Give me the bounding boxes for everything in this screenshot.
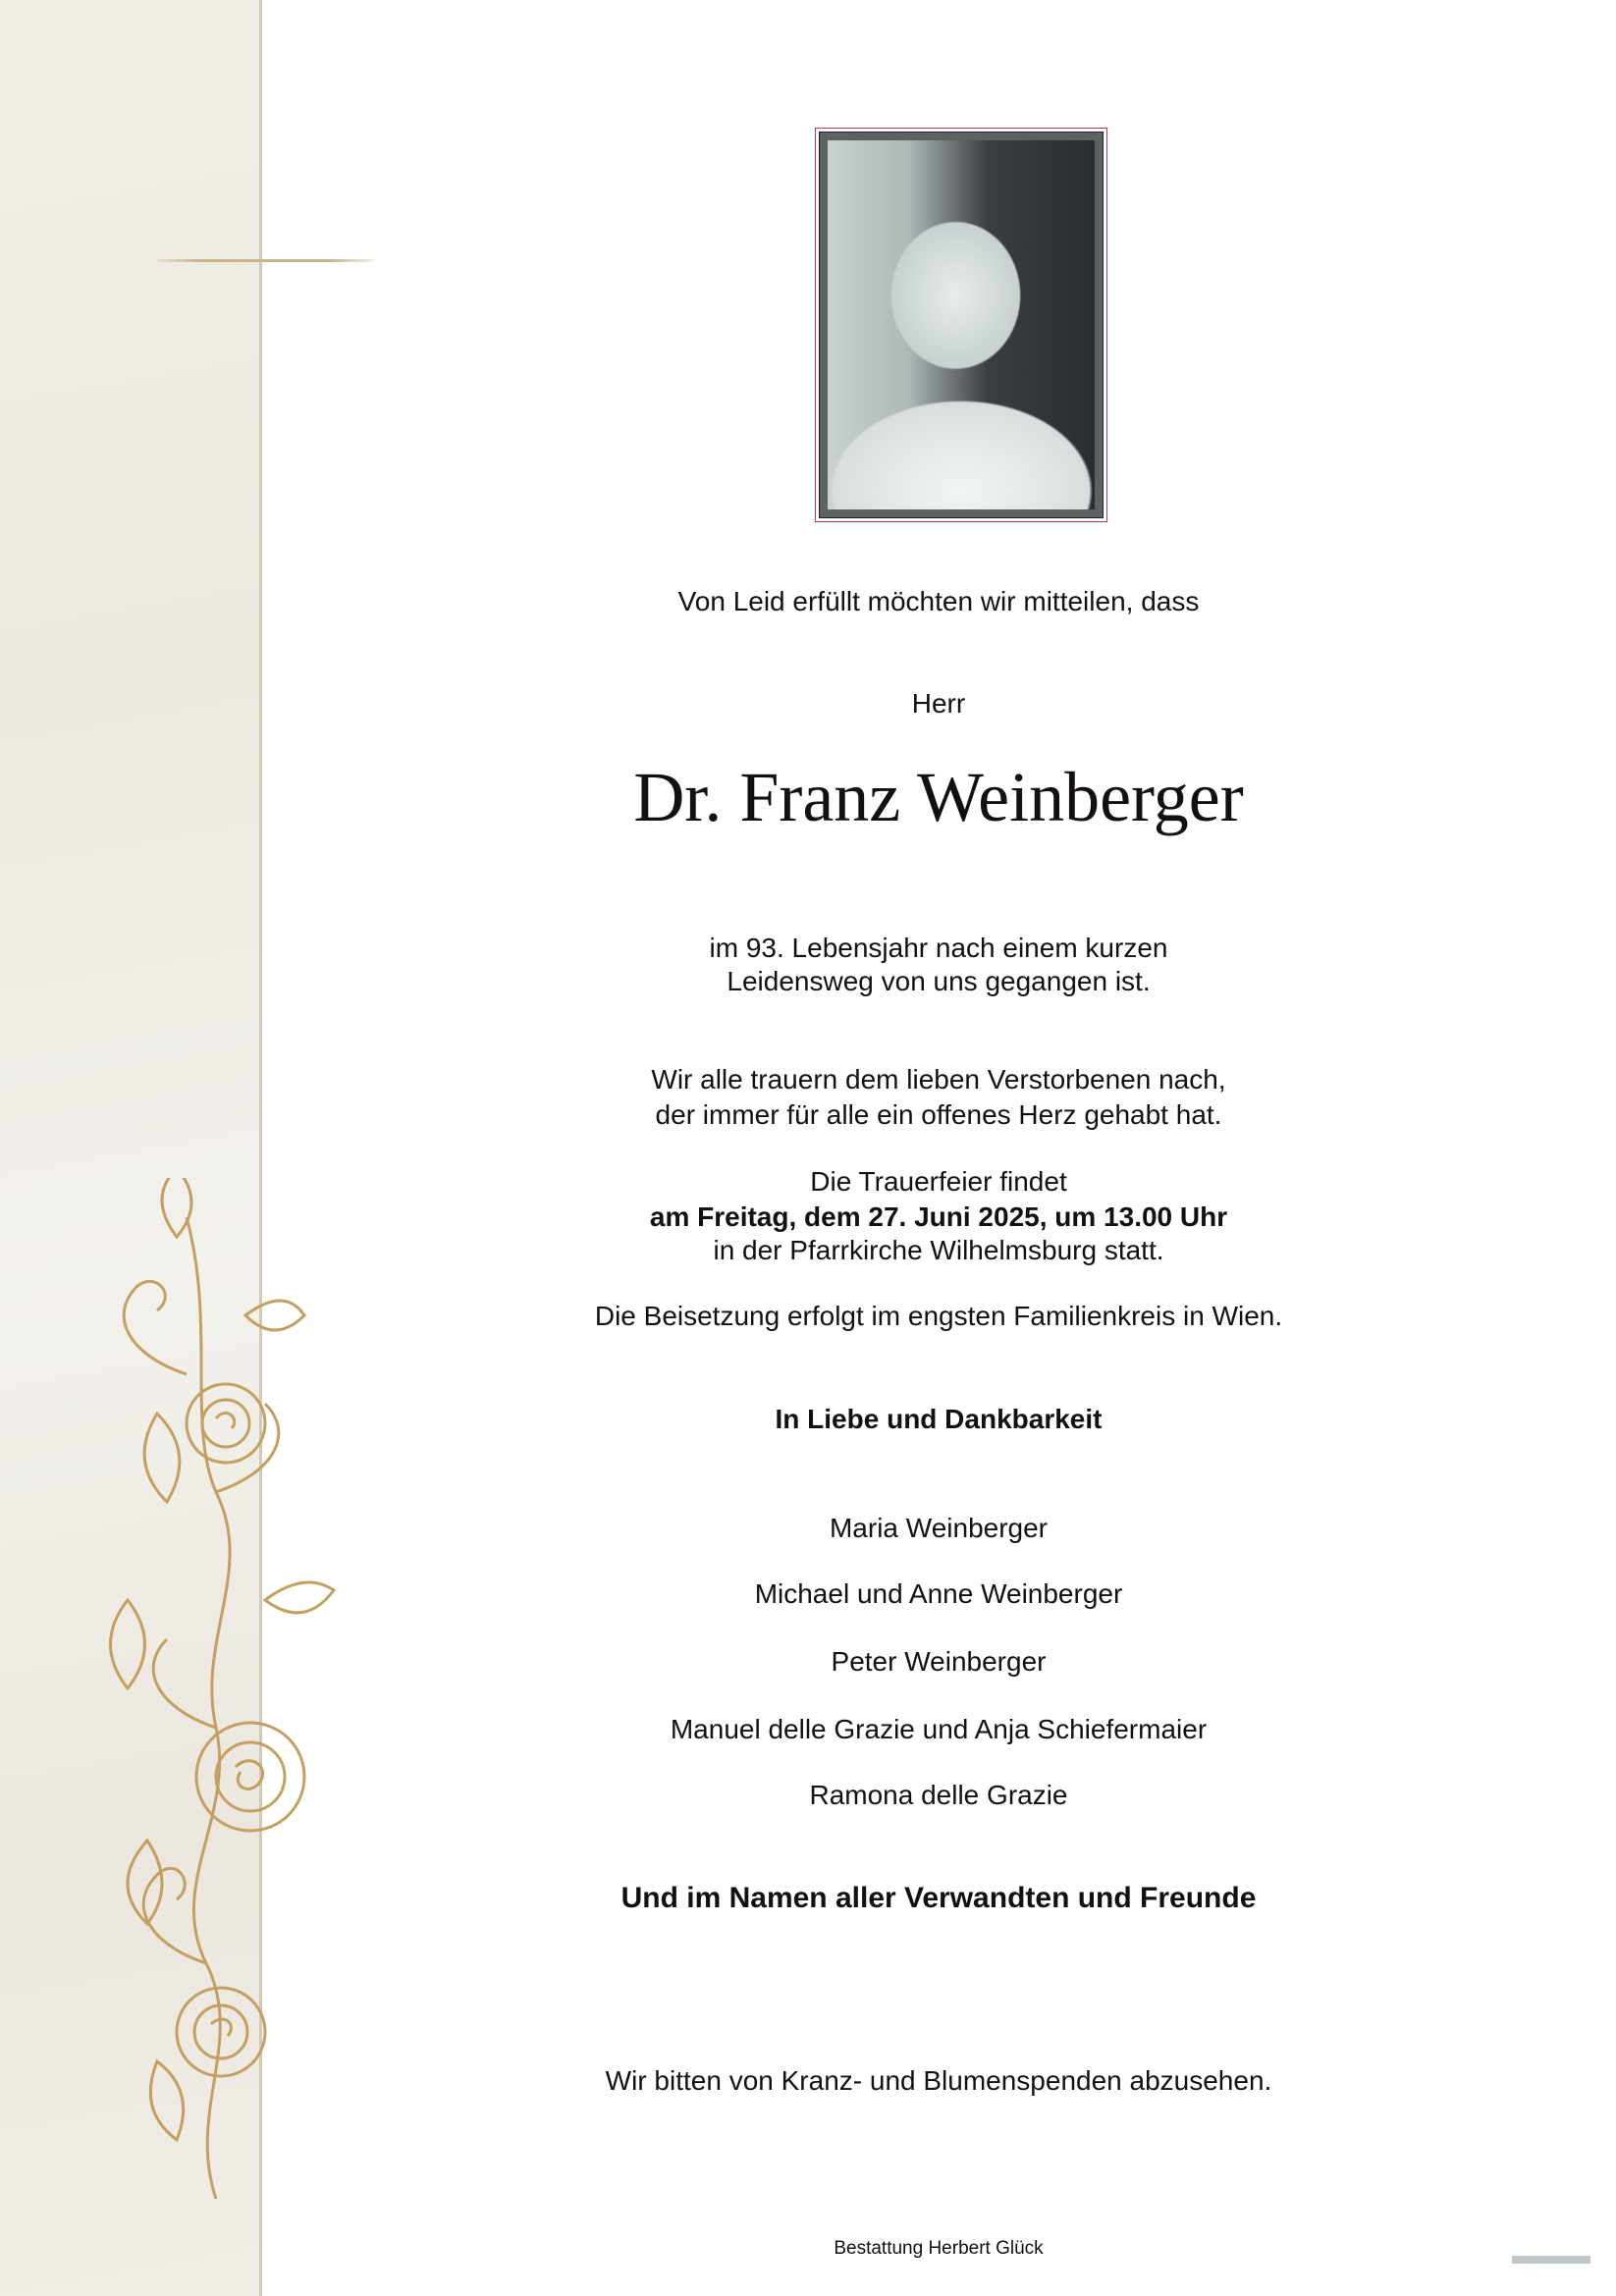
relatives-line: Und im Namen aller Verwandten und Freunde bbox=[620, 1882, 1257, 1914]
mourner-name: Maria Weinberger bbox=[829, 1513, 1049, 1543]
ceremony-line: Die Trauerfeier findet bbox=[810, 1166, 1067, 1197]
salutation: Herr bbox=[911, 688, 966, 719]
ceremony-location: in der Pfarrkirche Wilhelmsburg statt. bbox=[713, 1235, 1164, 1265]
rose-icon bbox=[187, 1384, 265, 1463]
mourning-line-2: der immer für alle ein offenes Herz gehabt hat. bbox=[655, 1099, 1222, 1130]
portrait-photo bbox=[828, 140, 1095, 509]
mourning-line-1: Wir alle trauern dem lieben Verstorbenen nach, bbox=[651, 1064, 1226, 1095]
closing-heading: In Liebe und Dankbarkeit bbox=[775, 1404, 1103, 1434]
intro-text: Von Leid erfüllt möchten wir mitteilen, dass bbox=[677, 586, 1200, 616]
burial-text: Die Beisetzung erfolgt im engsten Familienkreis in Wien. bbox=[594, 1301, 1283, 1331]
age-line-2: Leidensweg von uns gegangen ist. bbox=[727, 966, 1151, 996]
mourner-name: Manuel delle Grazie und Anja Schiefermaier bbox=[670, 1714, 1208, 1744]
mourner-name: Ramona delle Grazie bbox=[809, 1780, 1068, 1810]
cross-horizontal-line bbox=[157, 259, 373, 262]
funeral-home: Bestattung Herbert Glück bbox=[834, 2238, 1044, 2259]
age-line-1: im 93. Lebensjahr nach einem kurzen bbox=[709, 933, 1168, 963]
mourner-name: Michael und Anne Weinberger bbox=[754, 1578, 1123, 1609]
portrait-frame bbox=[815, 128, 1107, 522]
mourner-name: Peter Weinberger bbox=[831, 1646, 1047, 1677]
deceased-name: Dr. Franz Weinberger bbox=[633, 758, 1244, 836]
donation-request: Wir bitten von Kranz- und Blumenspenden abzusehen. bbox=[605, 2065, 1272, 2096]
print-mark bbox=[1512, 2256, 1590, 2264]
ceremony-date: am Freitag, dem 27. Juni 2025, um 13.00 Uhr bbox=[649, 1201, 1228, 1232]
